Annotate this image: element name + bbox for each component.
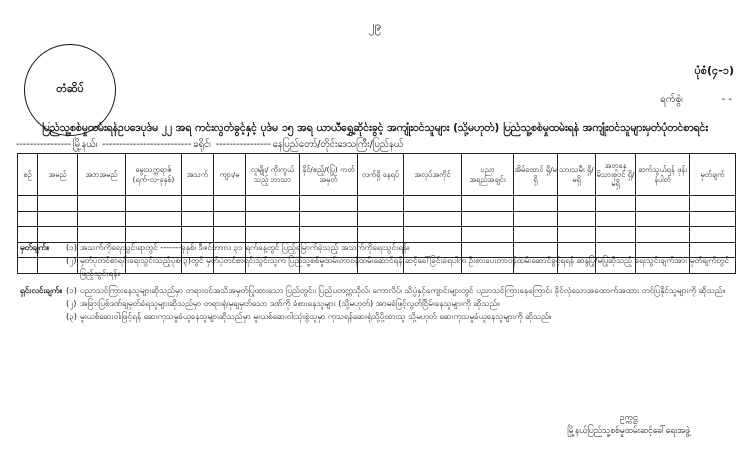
explanation-number: (၂): [66, 298, 77, 309]
table-cell: [358, 196, 404, 212]
table-row: [18, 196, 736, 212]
table-cell: [358, 227, 404, 243]
region-blank: ----------------: [215, 139, 271, 150]
table-cell: [18, 196, 38, 212]
remark-text: အသက်ကိုရေးသွင်းရာတွင် -------ခုနှစ်၊ ဒီဇင်ဘာလ ၃၁ ရက်နေ့တွင် ပြည့်မြောက်ခဲ့သည့် အသက်ကိုရေးသွင်းရန်။: [80, 242, 410, 252]
table-cell: [38, 227, 78, 243]
column-header: သားသမီး ရှိ/မရှိ: [558, 154, 596, 196]
explanation-block: [20, 284, 735, 324]
explanation-item: [66, 297, 735, 309]
table-cell: [404, 227, 462, 243]
district-blank: --------------------------: [102, 139, 192, 150]
table-cell: [246, 227, 300, 243]
table-cell: [214, 211, 246, 227]
region-label: နေပြည်တော်/တိုင်းဒေသကြီး/ပြည်နယ်: [272, 139, 404, 150]
remark-number: (၁): [66, 242, 77, 252]
table-cell: [126, 211, 182, 227]
explanation-text: ပညာသင်ကြားနေသူများဆိုသည်မှာ တရားဝင်အသိအမှတ်ပြုထားသော ပြည်တွင်း၊ ပြည်ပတက္ကသိုလ်၊ ကောလိပ်၊ သိပ္ပံနှင့်ကျောင်းများတွင် ပညာသင်ကြားနေကြောင်း ခိုင်လုံသောအထောက်အထား တင်ပြနိုင်သူများကို ဆိုသည်။: [80, 284, 726, 295]
table-cell: [126, 227, 182, 243]
page-number: ၂၉: [368, 19, 382, 33]
table-cell: [38, 196, 78, 212]
column-header: ကျား/မ: [214, 154, 246, 196]
column-header: ဆက်သွယ်ရန် ဖုန်းနံပါတ်: [636, 154, 690, 196]
remark-item: [66, 241, 735, 253]
form-code: ပုံစံ(၄-၁): [694, 64, 734, 77]
column-header: နိုင်/ဧည့်/(ပြု) ကတ်အမှတ်: [300, 154, 358, 196]
township-label: မြို့နယ်၊: [72, 139, 97, 150]
remarks-block: [20, 241, 735, 280]
stamp-label: တံဆိပ်: [56, 82, 84, 95]
remark-number: (၂): [66, 255, 77, 266]
table-cell: [404, 196, 462, 212]
location-line: [16, 138, 405, 152]
table-cell: [558, 227, 596, 243]
table-cell: [514, 227, 558, 243]
district-label: ခရိုင်၊: [193, 139, 211, 150]
column-header: စဉ်: [18, 154, 38, 196]
table-cell: [558, 196, 596, 212]
column-header: လူမျိုး/ ကိုးကွယ်သည့် ဘာသာ: [246, 154, 300, 196]
column-header: အမည်: [38, 154, 78, 196]
table-cell: [404, 211, 462, 227]
column-header: အဘအမည်: [78, 154, 126, 196]
table-cell: [596, 196, 636, 212]
table-cell: [126, 196, 182, 212]
table-cell: [18, 227, 38, 243]
notes-section: [20, 241, 735, 324]
table-cell: [300, 196, 358, 212]
table-cell: [636, 227, 690, 243]
date-value: - -: [721, 94, 732, 105]
table-row: [18, 211, 736, 227]
explanation-number: (၃): [66, 311, 77, 322]
column-header: လက်ရှိ နေရပ်: [358, 154, 404, 196]
remark-text: မှတ်ပုံတင်စာရင်းရေးသွင်းသည့်ပုံစံ(၃)တွင် မှတ်ပုံတင်စာရင်းသွင်းသူက ပြည်သူ့စစ်မှုထမ်းတာဝန်ထမ်းဆောင်ရန် ဆင့်ခေါ်ခြင်းခံရပါက ဦးစားပေးတာဝန်ထမ်းဆောင်ခွင့်ရရန် ဆန္ဒပြု/မပြုဆိုသည့် ရေးသွင်းချက်အား မှတ်ချက်တွင် ဖြည့်သွင်းရန်။: [80, 255, 729, 278]
table-cell: [636, 211, 690, 227]
table-cell: [636, 196, 690, 212]
table-cell: [78, 196, 126, 212]
explanation-label: ရှင်းလင်းချက်။: [20, 284, 63, 295]
table-cell: [18, 211, 38, 227]
table-cell: [596, 227, 636, 243]
column-header: ပညာ အရည်အချင်း: [462, 154, 514, 196]
table-cell: [78, 227, 126, 243]
table-cell: [214, 227, 246, 243]
table-cell: [246, 196, 300, 212]
explanation-item: [66, 284, 735, 296]
table-cell: [596, 211, 636, 227]
column-header: အသက်: [182, 154, 214, 196]
explanation-item: [66, 310, 735, 322]
table-cell: [514, 211, 558, 227]
table-cell: [514, 196, 558, 212]
table-cell: [558, 211, 596, 227]
table-cell: [690, 211, 736, 227]
table-cell: [462, 196, 514, 212]
form-title: ပြည်သူ့စစ်မှုထမ်းရန်ဥပဒေပုဒ်မ ၂၂ အရ ကင်းလွတ်ခွင့်နှင့် ပုဒ်မ ၁၅ အရ ယာယီရွှေ့ဆိုင်းခွင့် အကျုံးဝင်သူများ (သို့မဟုတ်) ပြည်သူ့စစ်မှုထမ်းရန် အကျုံးဝင်သူများမှတ်ပုံတင်စာရင်း: [41, 122, 709, 134]
table-cell: [182, 196, 214, 212]
remark-item: [66, 254, 735, 279]
table-cell: [182, 211, 214, 227]
table-cell: [78, 211, 126, 227]
signature-committee: မြို့နယ်ပြည်သူ့စစ်မှုထမ်းဆင့်ခေါ်ရေးအဖွဲ့: [567, 425, 690, 436]
table-cell: [214, 196, 246, 212]
date-line: [660, 92, 732, 107]
table-cell: [690, 196, 736, 212]
table-cell: [462, 211, 514, 227]
table-cell: [358, 211, 404, 227]
table-cell: [300, 227, 358, 243]
table-cell: [182, 227, 214, 243]
column-header: အတူနေ မိသားစုဝင် ရှိ/မရှိ: [596, 154, 636, 196]
table-cell: [38, 211, 78, 227]
explanation-text: အခြားပြစ်ဒဏ်ချမှတ်ခံရသူများဆိုသည်မှာ တရားရုံးမှချမှတ်သော ဒဏ်ကို ခံစားနေသူများ (သို့မဟုတ်) အာမခံဖြင့်လွတ်ငြိမ်းနေသူများကို ဆိုသည်။: [80, 298, 500, 309]
table-cell: [246, 211, 300, 227]
table-cell: [690, 227, 736, 243]
signature-block: [567, 412, 690, 438]
column-header: မှတ်ချက်: [690, 154, 736, 196]
table-cell: [300, 211, 358, 227]
date-label: ရက်စွဲ၊: [660, 94, 683, 105]
column-header: မွေးသက္ကရာဇ် (ရက်-လ-ခုနှစ်): [126, 154, 182, 196]
explanation-text: မူးယစ်ဆေးဝါးဖြင့်ရန် ဆေးကုသမှုခံယူနေသူများဆိုသည်မှာ မူးယစ်ဆေးဝါးသုံးစွဲသူမှာ ကုသရန်ဆေးရုံသို့ပို့ထားသူ သို့မဟုတ် ဆေးကုသမှုခံယူနေသူများကို ဆိုသည်။: [80, 311, 552, 322]
signature-title: ဥက္ကဋ္ဌ: [619, 413, 638, 423]
column-header: အလုပ်အကိုင်: [404, 154, 462, 196]
township-blank: ----------------: [16, 139, 71, 150]
table-row: [18, 227, 736, 243]
table-cell: [462, 227, 514, 243]
column-header: အိမ်ထောင် ရှိ/မရှိ: [514, 154, 558, 196]
explanation-number: (၁): [66, 284, 77, 295]
remarks-label: မှတ်ချက်။: [20, 242, 50, 252]
table-header-row: [18, 154, 736, 196]
